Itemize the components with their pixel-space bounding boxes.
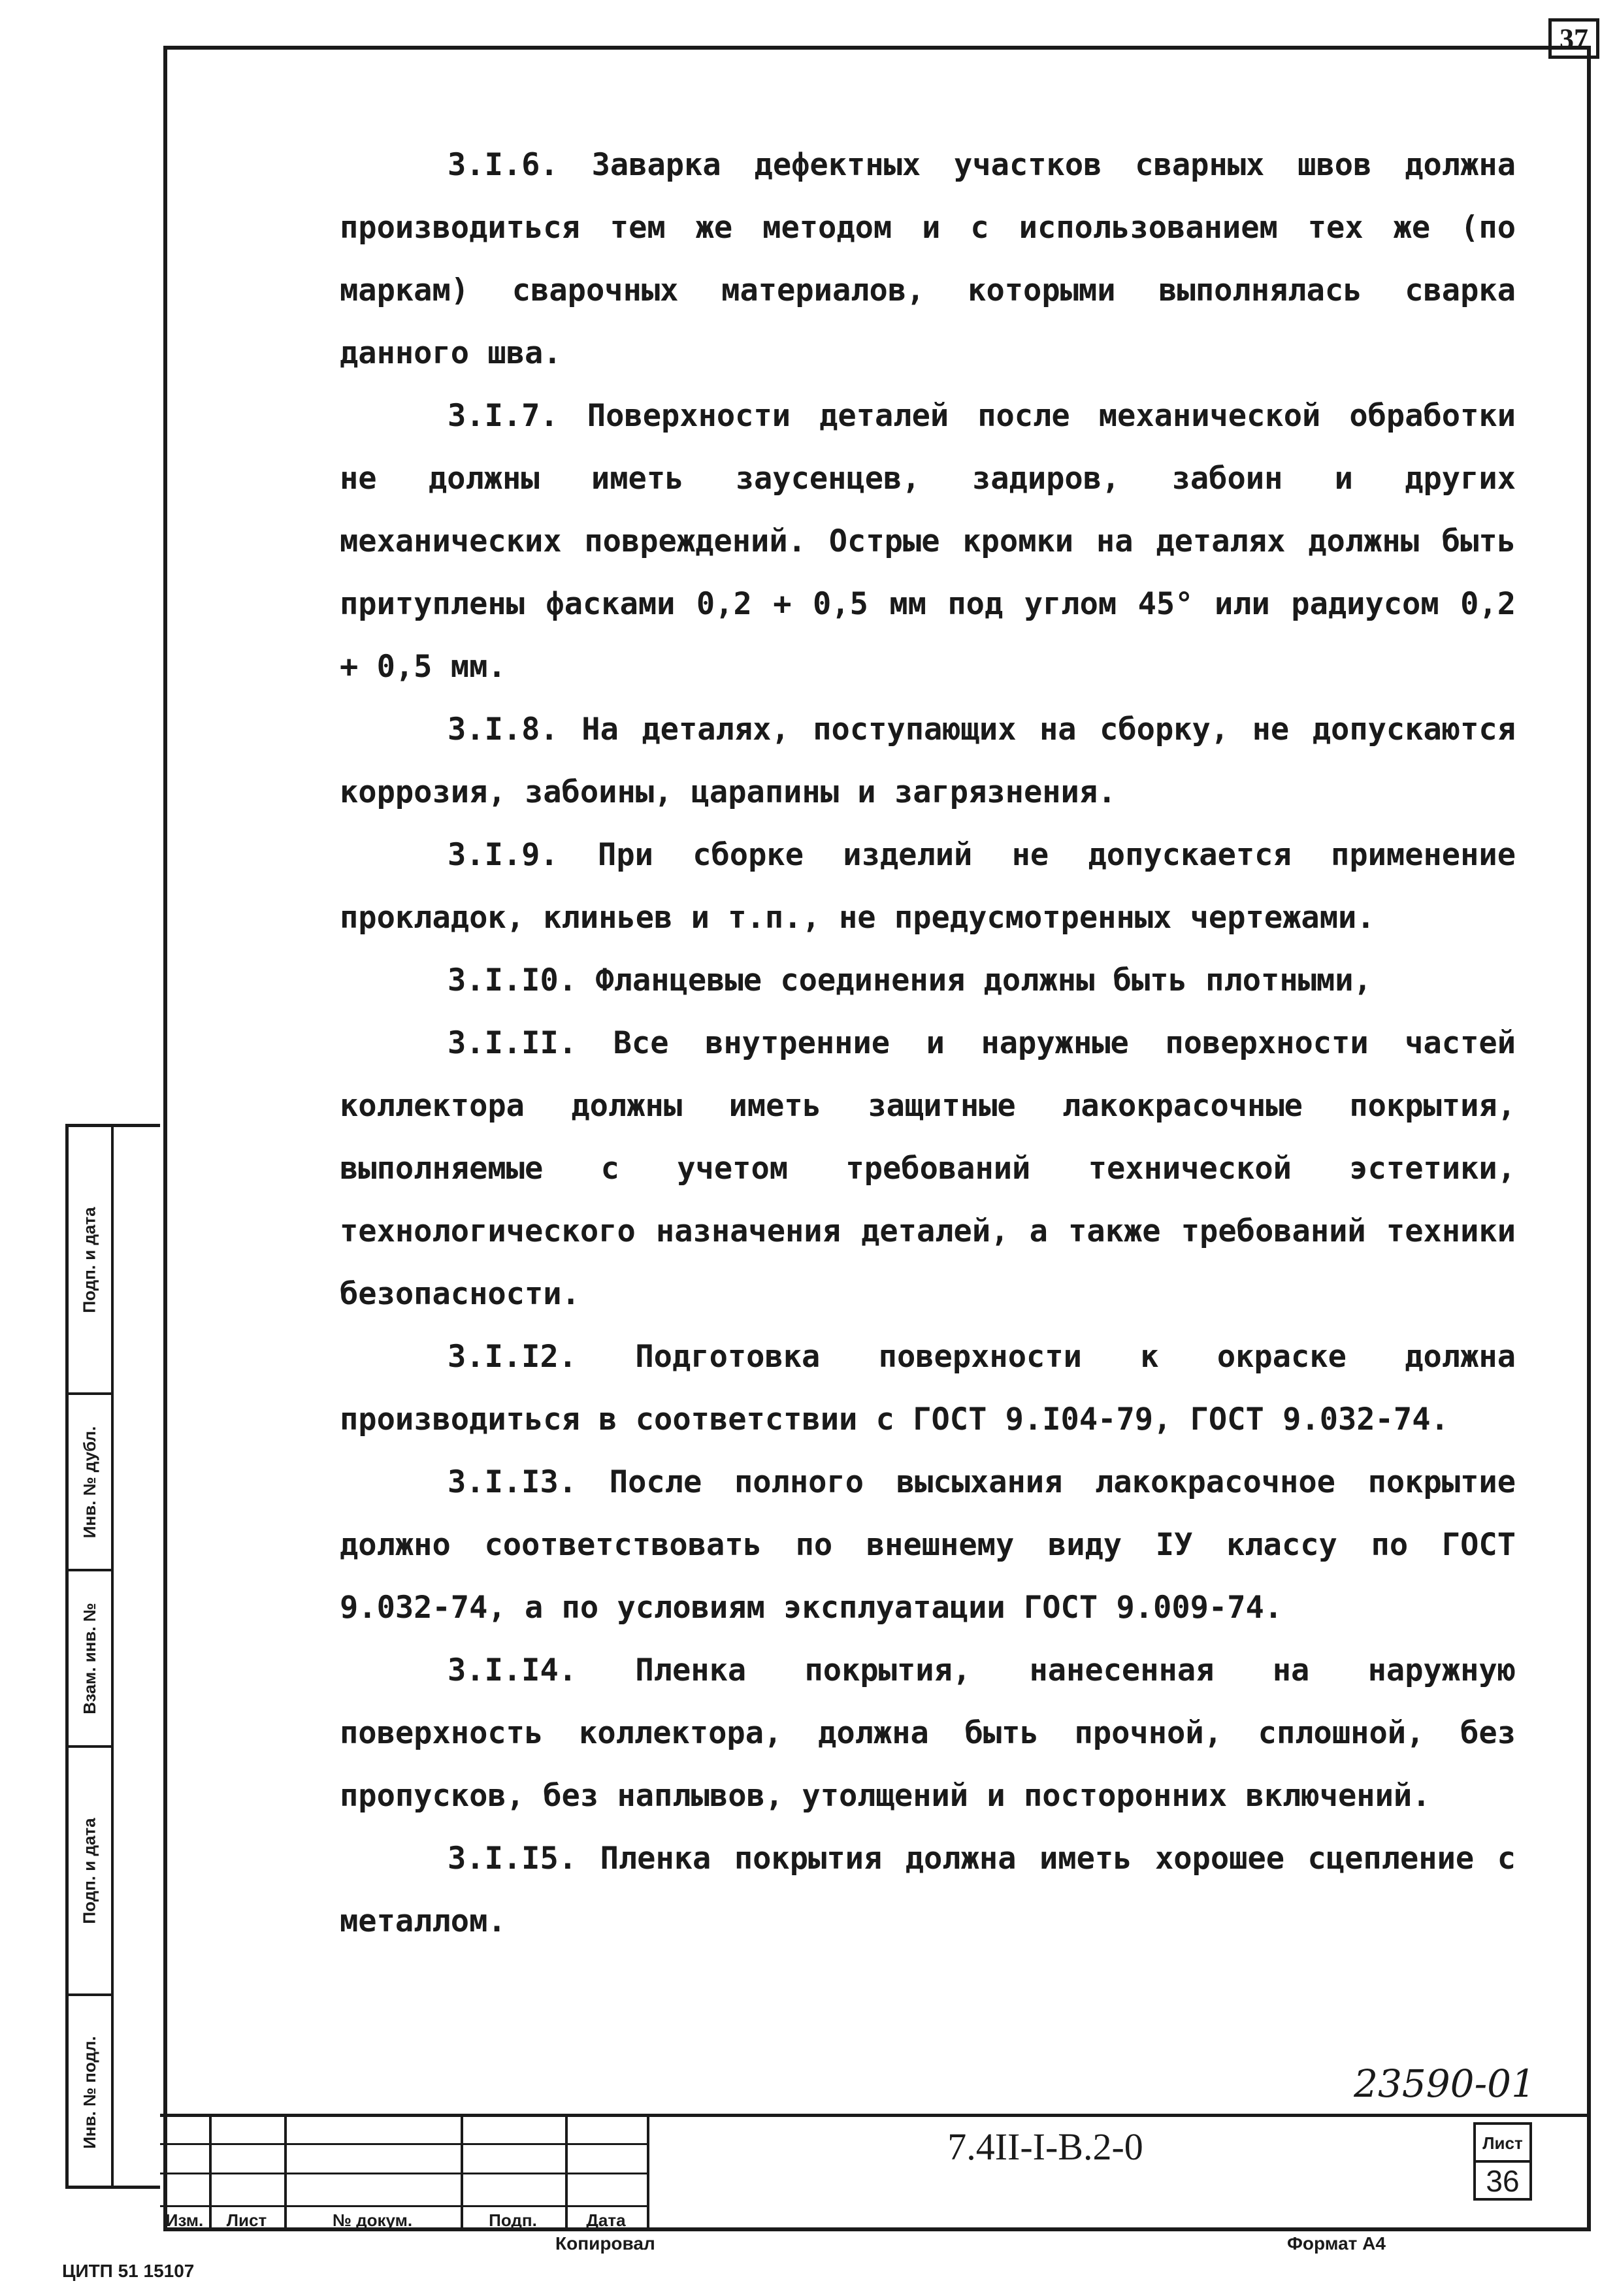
side-stamp-cell: [69, 1127, 111, 1395]
sheet-label: Лист: [1476, 2126, 1529, 2163]
corner-sheet-number: 37: [1548, 18, 1599, 59]
side-stamp-cell: [69, 1748, 111, 1996]
paragraph-3-1-12: 3.I.I2. Подготовка поверхности к окраске должна производиться в соответствии с ГОСТ 9.I04-79, ГОСТ 9.032-74.: [340, 1339, 1516, 1437]
col-label-signature: Подп.: [489, 2210, 537, 2230]
paragraph-3-1-7: 3.I.7. Поверхности деталей после механической обработки не должны иметь заусенцев, задиров, забоин и других механических повреждений. Острые кромки на деталях должны быть притуплены фасками 0,2 + 0,5 мм под углом 45° или радиусом 0,2 + 0,5 мм.: [340, 398, 1516, 685]
side-stamp-cell: [69, 1395, 111, 1571]
document-body: [340, 134, 1516, 1953]
format-label: Формат А4: [1287, 2233, 1386, 2254]
side-stamp-label: Инв. № дубл.: [80, 1426, 99, 1538]
paragraph-3-1-11: 3.I.II. Все внутренние и наружные поверхности частей коллектора должны иметь защитные лакокрасочные покрытия, выполняемые с учетом требований технической эстетики, технологического назначения деталей, а также требований техники безопасности.: [340, 1025, 1516, 1312]
handwritten-number: 23590-01: [1354, 2061, 1535, 2106]
sheet-box: [1473, 2122, 1532, 2201]
paragraph-3-1-13: 3.I.I3. После полного высыхания лакокрасочное покрытие должно соответствовать по внешнему виду IУ классу по ГОСТ 9.032-74, а по условиям эксплуатации ГОСТ 9.009-74.: [340, 1464, 1516, 1626]
side-stamp-label: Инв. № подл.: [80, 2036, 99, 2149]
paragraph-3-1-10: 3.I.I0. Фланцевые соединения должны быть плотными,: [448, 962, 1372, 998]
col-label-sheet: Лист: [226, 2210, 267, 2230]
side-stamp-label: Взам. инв. №: [80, 1602, 100, 1714]
paragraph-3-1-15: 3.I.I5. Пленка покрытия должна иметь хорошее сцепление с металлом.: [340, 1841, 1516, 1939]
copied-label: Копировал: [555, 2233, 655, 2254]
sheet-number: 36: [1486, 2164, 1520, 2198]
paragraph-3-1-6: 3.I.6. Заварка дефектных участков сварных швов должна производиться тем же методом и с использованием тех же (по маркам) сварочных материалов, которыми выполнялась сварка данного шва.: [340, 147, 1516, 371]
side-stamp-cell: [69, 1571, 111, 1748]
col-label-doc-number: № докум.: [332, 2210, 413, 2230]
title-block-row-line: [160, 2173, 647, 2174]
paragraph-3-1-8: 3.I.8. На деталях, поступающих на сборку, не допускаются коррозия, забоины, царапины и загрязнения.: [340, 712, 1516, 810]
paragraph-3-1-14: 3.I.I4. Пленка покрытия, нанесенная на наружную поверхность коллектора, должна быть прочной, сплошной, без пропусков, без наплывов, утолщений и посторонних включений.: [340, 1652, 1516, 1814]
document-code: 7.4II-I-В.2-0: [947, 2125, 1143, 2168]
col-label-change: Изм.: [165, 2210, 204, 2230]
print-mark: ЦИТП 51 15107: [62, 2261, 195, 2281]
title-block-row-line: [160, 2143, 647, 2145]
col-label-date: Дата: [586, 2210, 626, 2230]
paragraph-3-1-9: 3.I.9. При сборке изделий не допускается применение прокладок, клиньев и т.п., не предусмотренных чертежами.: [340, 837, 1516, 936]
side-stamp: [65, 1124, 160, 2189]
side-stamp-divider: [111, 1127, 114, 2186]
side-stamp-label: Подп. и дата: [80, 1206, 99, 1313]
side-stamp-label: Подп. и дата: [80, 1817, 99, 1924]
title-block-col-line: [647, 2117, 649, 2231]
side-stamp-cell: [69, 1996, 111, 2189]
